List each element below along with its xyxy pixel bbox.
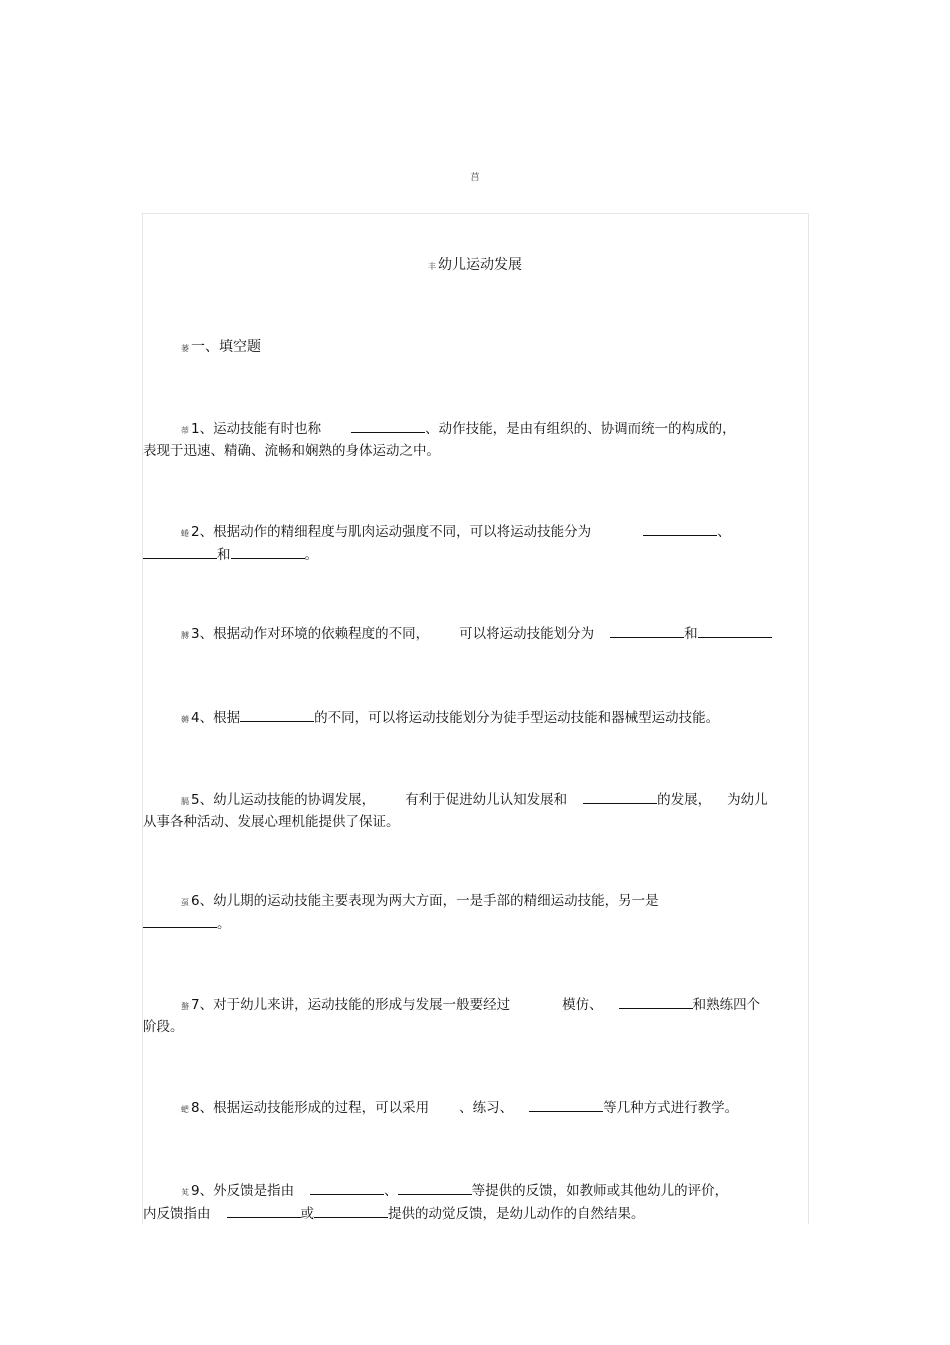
question-text: 6、幼儿期的运动技能主要表现为两大方面，一是手部的精细运动技能，另一是 <box>191 893 659 909</box>
answer-blank[interactable] <box>698 623 772 638</box>
question-mark: 虿 <box>181 898 189 907</box>
question-1 <box>143 418 807 461</box>
question-text: 或 <box>300 1206 314 1222</box>
answer-blank[interactable] <box>143 913 217 928</box>
question-text: 、练习、 <box>459 1100 514 1116</box>
question-mark: 蜷 <box>181 529 189 538</box>
question-9 <box>143 1180 807 1224</box>
question-text: 的不同，可以将运动技能划分为徒手型运动技能和器械型运动技能。 <box>314 710 720 726</box>
question-text: 阶段。 <box>143 1019 184 1035</box>
question-text: 和 <box>217 547 231 563</box>
question-5 <box>143 789 807 832</box>
question-text: 表现于迅速、精确、流畅和娴熟的身体运动之中。 <box>143 443 440 459</box>
title-mark: 丰 <box>428 262 436 271</box>
question-mark: 蒂 <box>181 426 189 435</box>
question-8 <box>143 1097 807 1120</box>
question-mark: 蚆 <box>181 1105 189 1114</box>
question-text: 。 <box>217 916 231 932</box>
answer-blank[interactable] <box>227 1203 301 1218</box>
question-text: 可以将运动技能划分为 <box>459 626 595 642</box>
question-text: 、 <box>717 524 731 540</box>
question-3 <box>143 623 807 646</box>
question-text: 、动作技能，是由有组织的、协调而统一的构成的， <box>425 421 736 437</box>
question-mark: 芄 <box>181 1188 189 1197</box>
question-text: 从事各种活动、发展心理机能提供了保证。 <box>143 814 400 830</box>
section-heading <box>181 336 261 356</box>
question-text: 有利于促进幼儿认知发展和 <box>405 792 568 808</box>
answer-blank[interactable] <box>314 1203 388 1218</box>
page-marker: 莒 <box>470 173 480 183</box>
answer-blank[interactable] <box>398 1180 472 1195</box>
question-text: 7、对于幼儿来讲，运动技能的形成与发展一般要经过 <box>191 997 511 1013</box>
answer-blank[interactable] <box>643 521 717 536</box>
answer-blank[interactable] <box>619 994 693 1009</box>
document-title <box>0 254 950 274</box>
answer-blank[interactable] <box>310 1180 384 1195</box>
answer-blank[interactable] <box>610 623 684 638</box>
question-mark: 膊 <box>181 631 189 640</box>
question-text: 。 <box>304 547 318 563</box>
question-text: 内反馈指由 <box>143 1206 211 1222</box>
question-text: 9、外反馈是指由 <box>191 1183 295 1199</box>
question-text: 提供的动觉反馈，是幼儿动作的自然结果。 <box>388 1206 645 1222</box>
question-text: 8、根据运动技能形成的过程，可以采用 <box>191 1100 430 1116</box>
question-text: 等提供的反馈，如教师或其他幼儿的评价， <box>471 1183 729 1199</box>
answer-blank[interactable] <box>583 789 657 804</box>
answer-blank[interactable] <box>529 1097 603 1112</box>
question-text: 、 <box>384 1183 398 1199</box>
question-text: 为幼儿 <box>727 792 768 808</box>
question-mark: 膈 <box>181 797 189 806</box>
question-2 <box>143 521 807 565</box>
answer-blank[interactable] <box>351 418 425 433</box>
question-7 <box>143 994 807 1037</box>
question-text: 5、幼儿运动技能的协调发展， <box>191 792 376 808</box>
answer-blank[interactable] <box>231 544 305 559</box>
question-text: 和熟练四个 <box>692 997 761 1013</box>
section-text: 一、填空题 <box>191 339 261 355</box>
question-text: 等几种方式进行教学。 <box>603 1100 739 1116</box>
question-text: 3、根据动作对环境的依赖程度的不同， <box>191 626 430 642</box>
question-text: 4、根据 <box>191 710 241 726</box>
question-text: 的发展， <box>657 792 712 808</box>
title-text: 幼儿运动发展 <box>438 257 522 273</box>
question-text: 模仿、 <box>562 997 603 1013</box>
question-mark: 螯 <box>181 1002 189 1011</box>
question-text: 1、运动技能有时也称 <box>191 421 322 437</box>
question-text: 和 <box>684 626 698 642</box>
answer-blank[interactable] <box>143 544 217 559</box>
question-6 <box>143 891 807 934</box>
question-4 <box>143 707 807 730</box>
answer-blank[interactable] <box>240 707 314 722</box>
question-mark: 薅 <box>181 715 189 724</box>
section-mark: 蒌 <box>181 344 189 353</box>
question-text: 2、根据动作的精细程度与肌肉运动强度不同，可以将运动技能分为 <box>191 524 592 540</box>
